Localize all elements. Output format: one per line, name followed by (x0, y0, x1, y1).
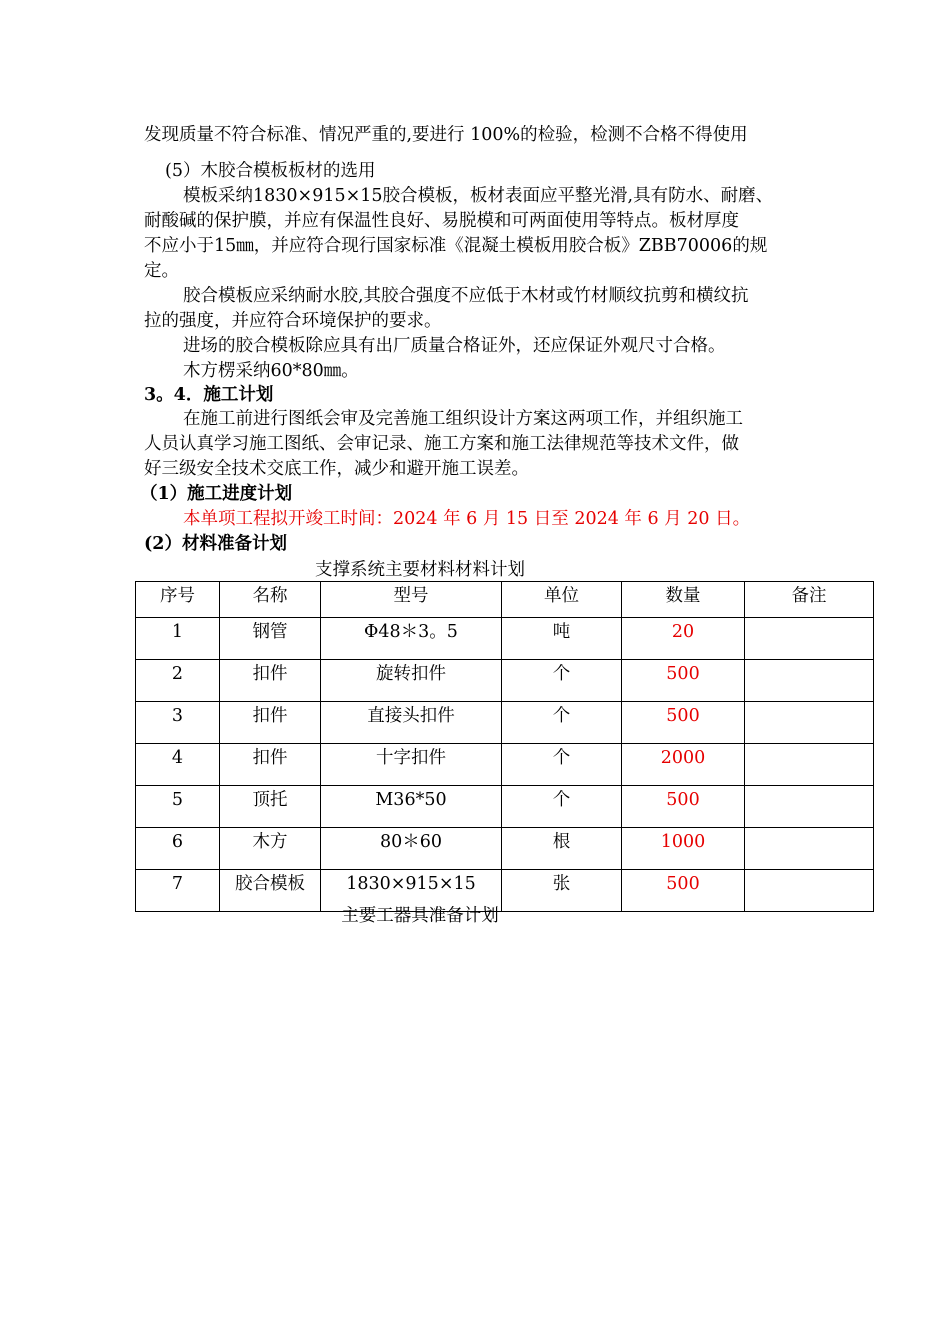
paragraph-plan-line2: 人员认真学习施工图纸、会审记录、施工方案和施工法律规范等技术文件，做 (144, 434, 739, 454)
paragraph-glue-line2: 拉的强度，并应符合环境保护的要求。 (144, 311, 442, 331)
cell-index: 7 (136, 870, 220, 912)
header-cell-remarks: 备注 (745, 582, 874, 618)
table-header-row (136, 582, 874, 618)
subheading-schedule: （1）施工进度计划 (140, 484, 293, 504)
cell-model: M36*50 (321, 786, 502, 828)
cell-remarks (745, 828, 874, 870)
paragraph-schedule-dates: 本单项工程拟开竣工时间：2024 年 6 月 15 日至 2024 年 6 月 20 日。 (183, 509, 751, 529)
materials-table-title: 支撑系统主要材料材料计划 (315, 560, 525, 580)
cell-remarks (745, 870, 874, 912)
table-row (136, 618, 874, 660)
cell-quantity: 1000 (622, 828, 745, 870)
paragraph-plywood-line1: 模板采纳1830×915×15胶合模板，板材表面应平整光滑,具有防水、耐磨、 (183, 186, 774, 206)
cell-remarks (745, 660, 874, 702)
paragraph-plywood-line2: 耐酸碱的保护膜，并应有保温性良好、易脱模和可两面使用等特点。板材厚度 (144, 211, 739, 231)
cell-index: 1 (136, 618, 220, 660)
subheading-materials: (2）材料准备计划 (144, 534, 287, 554)
cell-model: 1830×915×15 (321, 870, 502, 912)
paragraph-plan-line1: 在施工前进行图纸会审及完善施工组织设计方案这两项工作，并组织施工 (183, 409, 743, 429)
cell-unit: 个 (502, 786, 622, 828)
cell-index: 6 (136, 828, 220, 870)
cell-model: 十字扣件 (321, 744, 502, 786)
cell-index: 4 (136, 744, 220, 786)
cell-model: 80＊60 (321, 828, 502, 870)
paragraph-glue-line1: 胶合模板应采纳耐水胶,其胶合强度不应低于木材或竹材顺纹抗剪和横纹抗 (183, 286, 749, 306)
header-cell-model: 型号 (321, 582, 502, 618)
paragraph-certificate: 进场的胶合模板除应具有出厂质量合格证外，还应保证外观尺寸合格。 (183, 336, 726, 356)
table-row (136, 786, 874, 828)
materials-table (135, 581, 874, 912)
section-heading-plan: 3。4．施工计划 (144, 385, 274, 405)
cell-unit: 吨 (502, 618, 622, 660)
cell-remarks (745, 618, 874, 660)
cell-index: 3 (136, 702, 220, 744)
cell-quantity: 500 (622, 702, 745, 744)
cell-unit: 张 (502, 870, 622, 912)
cell-quantity: 500 (622, 870, 745, 912)
tools-plan-title: 主要工器具准备计划 (341, 906, 499, 926)
cell-model: 旋转扣件 (321, 660, 502, 702)
cell-quantity: 500 (622, 786, 745, 828)
paragraph-plywood-line3: 不应小于15㎜，并应符合现行国家标准《混凝土模板用胶合板》ZBB70006的规 (144, 236, 768, 256)
cell-name: 钢管 (220, 618, 321, 660)
paragraph-timber: 木方楞采纳60*80㎜。 (183, 361, 359, 381)
cell-remarks (745, 744, 874, 786)
cell-quantity: 2000 (622, 744, 745, 786)
cell-remarks (745, 786, 874, 828)
cell-unit: 个 (502, 660, 622, 702)
section-heading-plywood: (5）木胶合模板板材的选用 (165, 161, 376, 181)
cell-quantity: 20 (622, 618, 745, 660)
cell-index: 5 (136, 786, 220, 828)
cell-remarks (745, 702, 874, 744)
cell-name: 扣件 (220, 660, 321, 702)
paragraph-plan-line3: 好三级安全技术交底工作，减少和避开施工误差。 (144, 459, 529, 479)
cell-unit: 个 (502, 702, 622, 744)
header-cell-index: 序号 (136, 582, 220, 618)
cell-unit: 根 (502, 828, 622, 870)
header-cell-unit: 单位 (502, 582, 622, 618)
cell-model: Φ48＊3。5 (321, 618, 502, 660)
header-cell-quantity: 数量 (622, 582, 745, 618)
cell-unit: 个 (502, 744, 622, 786)
table-row (136, 744, 874, 786)
paragraph-plywood-line4: 定。 (144, 261, 179, 281)
cell-name: 胶合模板 (220, 870, 321, 912)
table-row (136, 702, 874, 744)
table-row (136, 828, 874, 870)
cell-quantity: 500 (622, 660, 745, 702)
table-row (136, 660, 874, 702)
cell-name: 扣件 (220, 702, 321, 744)
cell-name: 扣件 (220, 744, 321, 786)
cell-name: 顶托 (220, 786, 321, 828)
cell-index: 2 (136, 660, 220, 702)
paragraph-inspection: 发现质量不符合标准、情况严重的,要进行 100%的检验，检测不合格不得使用 (144, 125, 748, 145)
cell-model: 直接头扣件 (321, 702, 502, 744)
cell-name: 木方 (220, 828, 321, 870)
header-cell-name: 名称 (220, 582, 321, 618)
